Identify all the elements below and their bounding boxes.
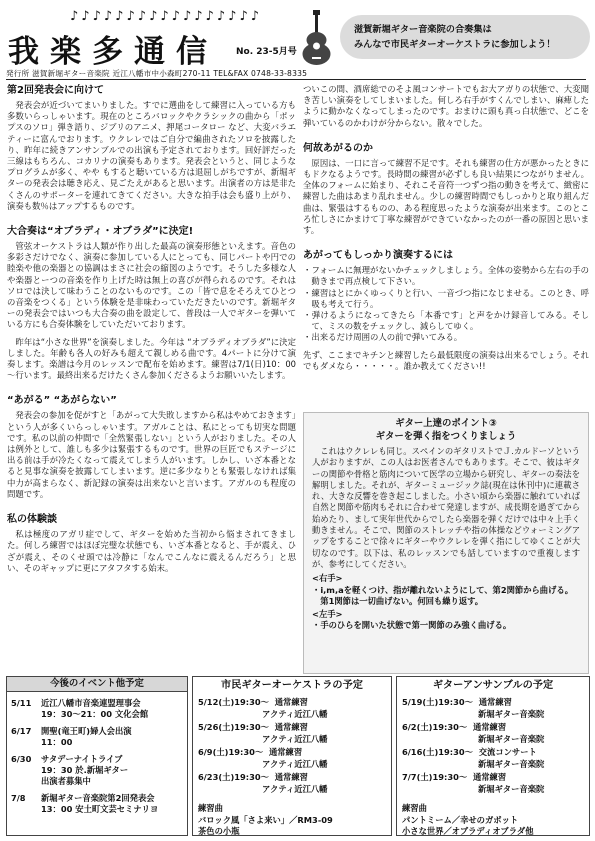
event-item: [11, 726, 183, 748]
tips-box-title: [312, 418, 580, 443]
schedule-item: [198, 747, 386, 770]
schedule-place: 新堀ギター音楽院: [478, 783, 545, 794]
event-date: 7/8: [11, 793, 26, 803]
repertoire-block: [402, 803, 584, 838]
event-date: 5/11: [11, 698, 32, 708]
tips-box-paragraph: これはウクレレも同じ。スペインのギタリストでＪ.カルドーソという人がおりますが、この人はお医者さんでもあります。そこで、彼はギターの関節や骨格と筋肉について医学の立場から研究し、ギターの奏法を解明しました。それが、ギターミュージック誌(現在は休刊中)に連載され、大きな反響を巻き起こしました。小さい頃から楽器に触れていれば自然と関節や筋肉もそれに合わせて発達しますが、成長期を過ぎてから始めたり、まして実年世代からでしたら楽器を弾くだけでは中々上手く動きません。そこで、関節のストレッチや指の体操などウォーミングアップをすることで徐々にギターやウクレレを弾く指にしてゆくことが大切なのです。以下は、私のレッスンでも話していますので重複しますが、参考にしてください。: [312, 446, 580, 569]
ensemble-schedule-title: ギターアンサンブルの予定: [432, 680, 554, 691]
event-line: 近江八幡市音楽連盟理事会: [41, 698, 141, 708]
repertoire-item: 小さな世界／オブラディオブラダ他: [402, 826, 534, 836]
list-item: ・ 練習はとにかくゆっくりと行い、一音づつ指になじませる。このとき、呼吸も考えて行う。: [303, 288, 589, 310]
tips-closing: 先ず、ここまでキチンと練習したら最低限度の演奏は出来るでしょう。それでもダメなら・・・・・。誰か教えてください!!: [303, 349, 589, 371]
repertoire-label: 練習曲: [198, 803, 223, 813]
left-hand-label: <左手>: [312, 609, 343, 620]
schedule-date: 6/2(土)19:30～: [402, 722, 468, 732]
schedule-place: 新堀ギター音楽院: [478, 708, 545, 719]
event-line: 出演者募集中: [41, 776, 91, 786]
event-line: 新堀ギター音楽院第2回発表会: [41, 793, 155, 803]
schedule-item: [198, 772, 386, 795]
right-hand-label: <右手>: [312, 573, 343, 584]
event-item: [11, 698, 183, 720]
schedule-place: 新堀ギター音楽院: [478, 758, 545, 769]
schedule-item: [402, 772, 584, 795]
event-date: 6/17: [11, 726, 32, 736]
schedule-desc: 通常練習: [472, 772, 507, 782]
schedule-place: アクティ近江八幡: [262, 708, 328, 719]
guitar-tips-box: [303, 412, 589, 674]
guitar-icon: [294, 10, 338, 66]
slogan-line-2: みんなで市民ギターオーケストラに参加しよう！: [354, 39, 556, 50]
schedule-place: アクティ近江八幡: [262, 783, 328, 794]
why-nervous-paragraph: 原因は、一口に言って練習不足です。それも練習の仕方が悪かったときにもドクなるようです。長時間の練習が必ずしも良い結果につながりません。全体のフォームに始まり、それこそ音符一つずつ指の動きを考えて、緻密に練習した曲はあまり乱れません。少しの練習時間でもしっかりと取り組んだ曲は、緊張はするものの、ある程度思ったような演奏が出来ます。このところ忙しさにかまけて丁寧な練習ができていなかったのが一番の原因と思います。: [303, 157, 589, 236]
section-title-grand-ensemble: 大合奏は“オブラディ・オブラダ”に決定!: [7, 226, 194, 238]
schedule-desc: 通常練習: [472, 722, 507, 732]
schedule-place: アクティ近江八幡: [262, 758, 328, 769]
left-hand-list: [312, 620, 580, 631]
events-title: 今後のイベント他予定: [7, 677, 187, 692]
header-divider: [6, 79, 586, 80]
schedule-desc: 通常練習: [274, 697, 308, 707]
publisher-info: 発行所 滋賀新堀ギター音楽院 近江八幡市中小森町270-11 TEL&FAX 0748-33-8335: [6, 69, 308, 78]
music-notes-decoration: ♪♪♪♪♪♪♪♪♪♪♪♪♪♪♪♪♪: [70, 9, 263, 24]
list-item: ・ 弾けるようになってきたら「本番です」と声をかけ録音してみる。そして、ミスの数をチェックし、減らしてゆく。: [303, 310, 589, 332]
right-column: [303, 84, 589, 378]
repertoire-label: 練習曲: [402, 803, 427, 813]
tips-box-title-line-2: ギターを弾く指をつくりましょう: [375, 430, 517, 442]
list-item: ・ 出来るだけ周囲の人の前で弾いてみる。: [303, 332, 589, 343]
slogan-bubble: [340, 15, 590, 59]
orchestra-schedule-title: 市民ギターオーケストラの予定: [221, 680, 363, 691]
section-title-why-nervous: 何故あがるのか: [303, 142, 373, 154]
schedule-desc: 交流コンサート: [478, 747, 537, 757]
section-title-my-experience: 私の体験談: [7, 514, 57, 526]
ensemble-schedule-box: [396, 676, 590, 836]
my-experience-paragraph: 私は極度のアガリ症でして、ギターを始めた当初から悩まされてきました。何しろ練習ではほぼ完璧な状態でも、いざ本番となると、手が震え、ひざが震え、そのくせ頭では冷静に「なんでこんなに震えるんだろう」と思い、そのギャップに更にアタフタする始末。: [7, 529, 296, 573]
schedule-date: 6/9(土)19:30～: [198, 747, 264, 757]
schedule-date: 6/16(土)19:30～: [402, 747, 473, 757]
stage-fright-paragraph: 発表会の参加を促がすと「あがって大失敗しますから私はやめておきます」という人が多くいらっしゃいます。アガルことは、私にとっても切実な問題です。私の以前の仲間で「全然緊張しない」という人がおりました。その人は例外として、誰しも多少は緊張するものです。世界の巨匠でもステージに出る前は手が冷たくなって震えてしまう人がいます。しかし、いざ本番となると見事な演奏を披露してしまいます。逆に多少なりとも緊張しなければ集中力が高まらなく、新記録の演奏は出来ないと言います。アガルのも程度の問題です。: [7, 410, 296, 499]
schedule-item: [198, 697, 386, 720]
schedule-item: [198, 722, 386, 745]
newsletter-title: 我楽多通信: [8, 34, 218, 70]
schedule-date: 6/23(土)19:30～: [198, 772, 269, 782]
section-title-perform-well: あがってもしっかり演奏するには: [303, 250, 453, 262]
list-item: ・ フォームに無理がないかチェックしましょう。全体の姿勢から左右の手の動きまで再点検して下さい。: [303, 265, 589, 287]
right-hand-list: [312, 585, 580, 608]
repertoire-item: 茶色の小瓶: [198, 826, 240, 836]
schedule-date: 5/12(土)19:30～: [198, 697, 269, 707]
slogan-line-1: 滋賀新堀ギター音楽院の合奏集は: [354, 24, 492, 35]
schedule-desc: 通常練習: [478, 697, 512, 707]
issue-number: No. 23-5月号: [236, 47, 297, 57]
continued-paragraph: ついこの間、酒席総でのそよ風コンサートでもお大アガりの状態で、大変聞き苦しい演奏をしてしまいました。何しろ右手がすくんでしまい、麻痺したように動かなくなってしまったのです。おまけに頭も真っ白状態で、どこを弾いているのかわけが分からない。散々でした。: [303, 84, 589, 128]
list-item: ・ 手のひらを開いた状態で第一関節のみ強く曲げる。: [312, 620, 580, 631]
schedule-desc: 通常練習: [274, 722, 308, 732]
schedule-item: [402, 722, 584, 745]
tips-list: [303, 265, 589, 343]
tips-box-title-line-1: ギター上達のポイント③: [395, 418, 497, 429]
left-column: [7, 84, 296, 580]
grand-ensemble-paragraph-2: 昨年は“小さな世界”を演奏しました。今年は “オブラディオブラダ”に決定しました。年齢も各人の好みも超えて親しめる曲です。4パートに分けて演奏します。楽譜は今月のレッスンで配布を始めます。練習は7/1(日)10：00～行います。最終出来るだけたくさん参加くださるようお願いいたします。: [7, 336, 296, 381]
grand-ensemble-paragraph-1: 管弦オーケストラは人類が作り出した最高の演奏形態といえます。音色の多彩さだけでなく、演奏に参加している人にとっても、同じパートや円での睦楽や他の楽器との協調はまさに社会の縮図のようです。そうした多様な人や楽器とーつの音楽を作り上げた時は無上の喜びが得られるのです。それはソロでは決して味わうことのないものです。この「皆で息をそろえてひとつの音楽をつくる」という体験を是非味わっていただきたいのです。新堀ギターの発表会ではいつも大合奏の曲を設定して、普段は一人でギターを弾いている方にも合奏体験をしていただいております。: [7, 241, 296, 330]
repertoire-item: パントミーム／幸せのガボット: [402, 814, 519, 825]
event-line: 開聖(竜王町)婦人会出演: [41, 726, 132, 736]
section-title-stage-fright: “あがる” “あがらない”: [7, 395, 117, 407]
schedule-place: 新堀ギター音楽院: [478, 733, 545, 744]
schedule-date: 5/26(土)19:30～: [198, 722, 269, 732]
schedule-item: [402, 747, 584, 770]
schedule-date: 7/7(土)19:30～: [402, 772, 468, 782]
event-line: 19：30 於.新堀ギター: [41, 765, 129, 775]
schedule-date: 5/19(土)19:30～: [402, 697, 473, 707]
event-item: [11, 793, 183, 815]
schedule-desc: 通常練習: [268, 747, 303, 757]
event-line: サタデーナイトライブ: [41, 754, 123, 764]
schedule-place: アクティ近江八幡: [262, 733, 328, 744]
schedule-item: [402, 697, 584, 720]
list-item: ・ i,m,aを軽くつけ、指が離れないようにして、第2関節から曲げる。第1関節は一切曲げない。何回も繰り返す。: [312, 585, 580, 608]
event-line: 13：00 安土町文芸セミナリヨ: [41, 804, 159, 814]
event-item: [11, 754, 183, 787]
section-title-recital: 第2回発表会に向けて: [7, 85, 104, 96]
repertoire-block: [198, 803, 386, 838]
orchestra-schedule-box: [192, 676, 392, 836]
recital-paragraph: 発表会が近づいてまいりました。すでに選曲をして練習に入っている方も多数いらっしゃいます。現在のところバロックやクラシックの曲から「ポップスのソロ」弾き語り、ジブリのアニメ、押尾コータロー など、大変バラエティーに富んでおります。ウクレレではご自分で編曲されたソロを披露したり、昨年に続きアンサンブルでの出演も予定されております。回好評だった三線はもちろん、コカリナの演奏もあります。発表会というと、同じようなプログラムが多く、やや もすると聴いている方は退屈しがちですが、新堀ギターの発表会は聴き応え、見ごたえがあると思います。出演者の方は是非たくさんのサポーターを連れてきてください。大きな拍手は会も盛り上がり、演奏も数％はアップするものです。: [7, 100, 296, 211]
repertoire-item: バロック風「さよ来い」／RM3-09: [198, 814, 333, 825]
schedule-desc: 通常練習: [274, 772, 308, 782]
masthead-area: [0, 0, 595, 68]
event-date: 6/30: [11, 754, 32, 764]
event-line: 11：00: [41, 737, 73, 747]
upcoming-events-box: [6, 676, 188, 836]
event-line: 19：30～21：00 文化会館: [41, 709, 149, 719]
